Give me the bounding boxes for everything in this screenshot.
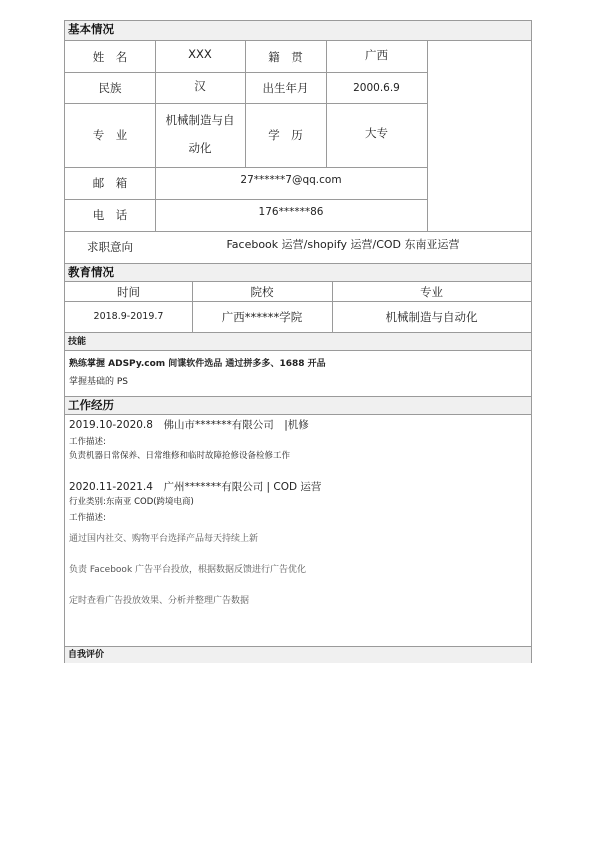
job-intent-value: Facebook 运营/shopify 运营/COD 东南亚运营 [226, 237, 460, 251]
phone-value: 176******86 [258, 206, 324, 218]
birth-label: 出生年月 [262, 80, 309, 95]
edu-major: 机械制造与自动化 [385, 309, 478, 324]
email-label: 邮 箱 [92, 176, 128, 190]
edu-time: 2018.9-2019.7 [93, 311, 164, 322]
job2-desc-line-3: 定时查看广告投放效果、分析并整理广告数据 [69, 596, 250, 606]
job2-industry: 行业类别:东南亚 COD(跨境电商) [69, 497, 194, 507]
edu-header-school: 院校 [250, 284, 274, 299]
major-value-line2: 动化 [188, 141, 212, 155]
job1-header: 2019.10-2020.8 佛山市*******有限公司 |机修 [69, 419, 309, 431]
job-intent-label: 求职意向 [87, 240, 133, 254]
section-education-title: 教育情况 [65, 263, 531, 282]
section-self-eval-title: 自我评价 [65, 646, 531, 663]
job1-desc: 负责机器日常保养、日常维修和临时故障抢修设备检修工作 [69, 451, 291, 461]
name-value: XXX [188, 47, 212, 61]
major-value [155, 103, 245, 167]
edu-school: 广西******学院 [221, 309, 303, 324]
phone-label: 电 话 [92, 208, 128, 222]
section-work-title: 工作经历 [65, 396, 531, 415]
ethnic-value: 汉 [194, 79, 206, 93]
skill-line-1: 熟练掌握 ADSPy.com 间谍软件选品 通过拼多多、1688 开品 [69, 359, 326, 369]
job2-desc-line-1: 通过国内社交、购物平台选择产品每天持续上新 [69, 534, 259, 544]
section-basic-title: 基本情况 [65, 21, 531, 41]
ethnic-label: 民族 [98, 80, 122, 95]
major-value-line1: 机械制造与自 [165, 113, 235, 127]
name-label: 姓 名 [92, 49, 128, 64]
native-place-label: 籍 贯 [268, 49, 303, 64]
edu-header-major: 专业 [420, 284, 443, 299]
grid-line [427, 41, 428, 231]
job2-desc-label: 工作描述: [69, 513, 106, 523]
resume-sheet [64, 20, 532, 663]
email-value: 27******7@qq.com [240, 174, 342, 186]
degree-label: 学 历 [268, 128, 303, 142]
job2-header: 2020.11-2021.4 广州*******有限公司 | COD 运营 [69, 481, 322, 493]
native-place-value: 广西 [365, 48, 388, 62]
birth-value: 2000.6.9 [353, 81, 400, 94]
job1-desc-label: 工作描述: [69, 437, 106, 447]
degree-value: 大专 [365, 126, 388, 140]
skill-line-2: 掌握基础的 PS [69, 377, 129, 387]
edu-header-time: 时间 [117, 284, 140, 299]
job2-desc-line-2: 负责 Facebook 广告平台投放，根据数据反馈进行广告优化 [69, 565, 307, 575]
section-skills-title: 技能 [65, 332, 531, 351]
major-label: 专 业 [92, 128, 128, 142]
